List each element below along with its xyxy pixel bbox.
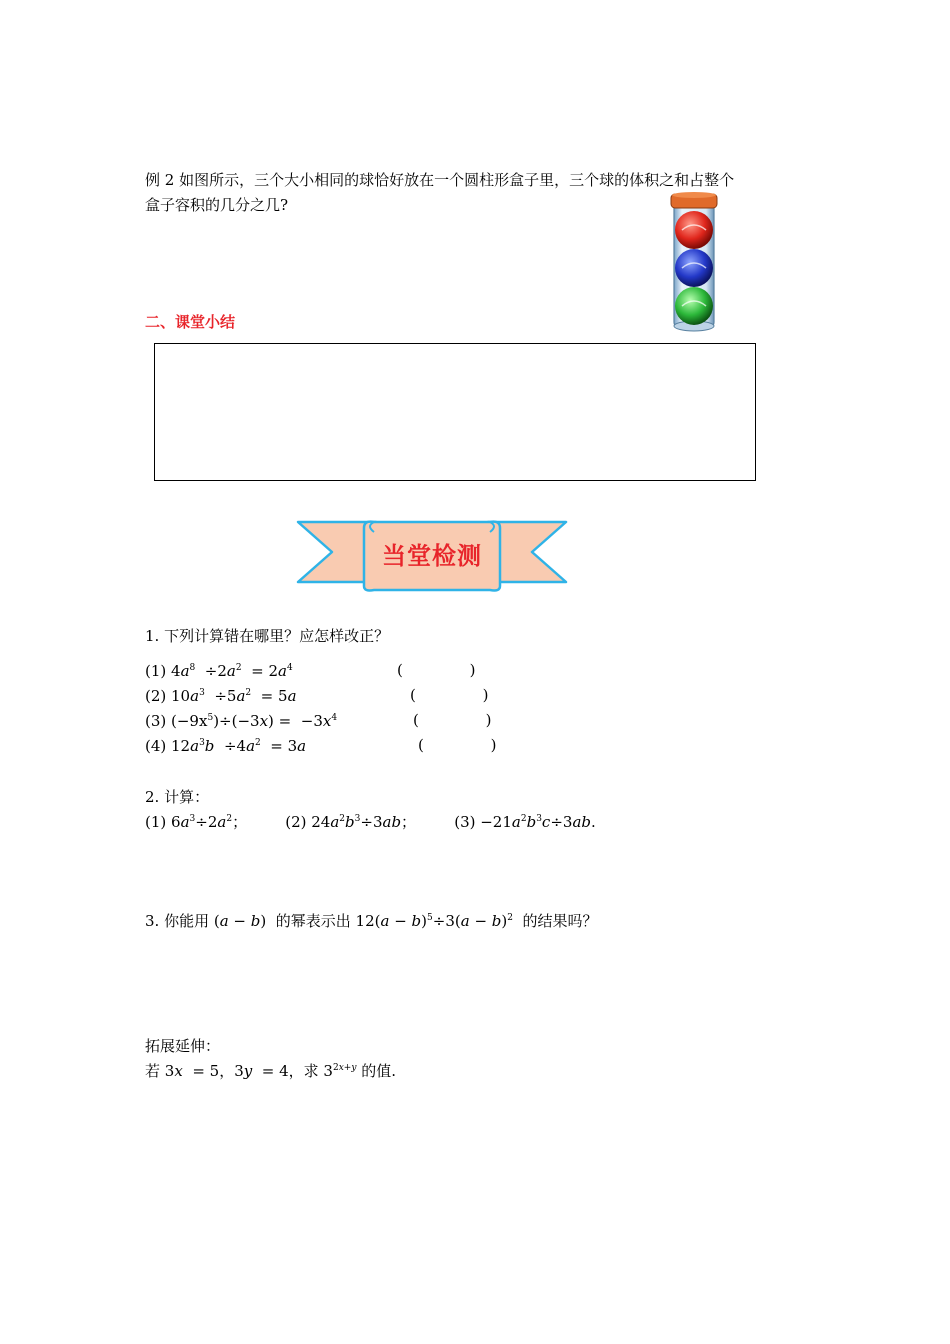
example2-line1: 例 2 如图所示，三个大小相同的球恰好放在一个圆柱形盒子里，三个球的体积之和占整个 (145, 171, 735, 189)
q1-item-4-label: (4) 12 (145, 737, 191, 755)
q3-prompt: 3. 你能用 (a − b) 的幂表示出 $12(a - b)^5\div 3(a - b)^2$ 的结果吗？ (145, 912, 598, 930)
q1-item-3-answer[interactable]: ( ) (413, 711, 492, 729)
summary-answer-box (154, 343, 756, 481)
summary-heading: 二、课堂小结 (145, 313, 236, 331)
q1-item-3: (3) $(-9x^5)\div(-3x) = -3x^4$ (145, 712, 338, 730)
q2-problem-3: $(3) -21a^2b^3c\div 3ab$. (454, 813, 596, 831)
q1-item-2-answer[interactable]: ( ) (410, 686, 489, 704)
q1-item-2: (2) $10a^3 \div 5a^2 = 5a$ (145, 687, 297, 705)
q2-problems (145, 812, 596, 832)
q2-problem-2: (2) $24a^2b^3\div 3ab$； (285, 813, 417, 831)
banner (296, 518, 568, 592)
q1-item-4: (4) $12a^3b \div 4a^2 = 3a$ (145, 737, 307, 755)
extension-problem: 若 3x = 5，3y = 4，求 $3^{2x+y}$ 的值. (145, 1062, 396, 1080)
q2-problem-1: (1) $6a^3\div 2a^2$； (145, 813, 248, 831)
q1-item-3-label: (3) (−9x (145, 712, 208, 730)
q1-item-1: (1) $4a^8 \div 2a^2 = 2a^4$ (145, 662, 293, 680)
q1-item-4-answer[interactable]: ( ) (418, 736, 497, 754)
q1-item-2-label: (2) 10 (145, 687, 191, 705)
q1-item-1-label: (1) 4 (145, 662, 181, 680)
q1-prompt: 1. 下列计算错在哪里？应怎样改正？ (145, 627, 390, 645)
q1-item-1-answer[interactable]: ( ) (397, 661, 476, 679)
q2-prompt: 2. 计算： (145, 788, 210, 806)
extension-heading: 拓展延伸： (145, 1037, 221, 1055)
example2-line2: 盒子容积的几分之几? (145, 196, 289, 214)
cylinder-balls-illustration (668, 192, 720, 332)
banner-title: 当堂检测 (382, 542, 482, 570)
